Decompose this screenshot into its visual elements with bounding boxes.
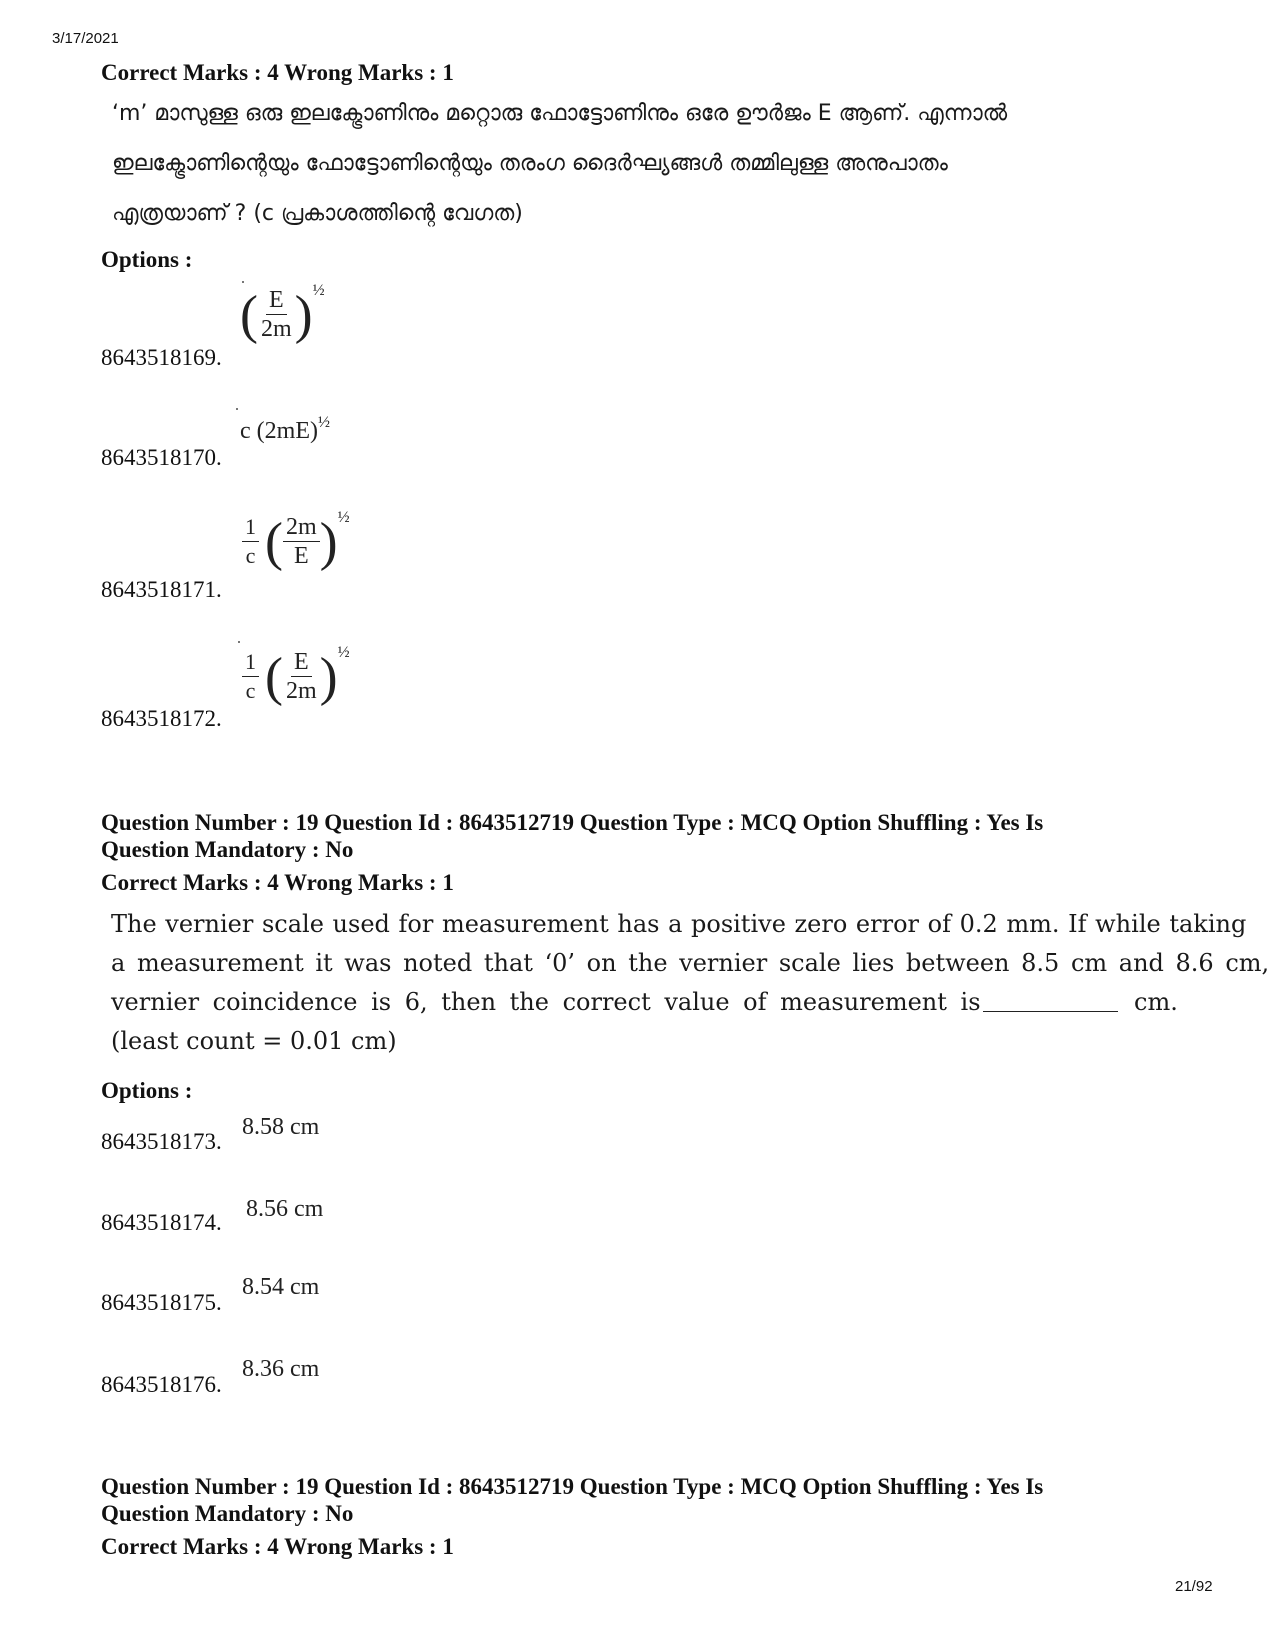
fraction-numerator: E [291, 648, 312, 677]
q19-options-label: Options : [101, 1078, 193, 1103]
answer-blank [983, 993, 1118, 1017]
coef-numerator: 1 [242, 648, 259, 677]
q18-text-line-3: എത്രയാണ് ? (c പ്രകാശത്തിന്റെ വേഗത) [112, 201, 523, 226]
q18-option-1-formula: ( $\frac{E}{2m}$ )$^{\frac{1}{2}}$ [240, 282, 325, 345]
fraction-numerator: 2m [283, 513, 320, 542]
page-number: 21/92 [1175, 1578, 1213, 1595]
fraction-denominator: 2m [260, 316, 292, 342]
q18-marks: Correct Marks : 4 Wrong Marks : 1 [101, 60, 454, 85]
q19-option-id-2: 8643518174. [101, 1210, 222, 1235]
q19-option-value-2: 8.56 cm [246, 1196, 324, 1222]
q18-option-4-formula: $\frac{1}{c}$ ( $\frac{E}{2m}$ )$^{\frac{1}{2}}$ [242, 648, 350, 705]
q18-option-id-3: 8643518171. [101, 577, 222, 602]
exponent: ½ [312, 282, 325, 299]
q19-option-id-4: 8643518176. [101, 1372, 222, 1397]
q19-text-line-3: vernier coincidence is 6, then the correct value of measurement is [111, 988, 981, 1016]
q18-text-line-2: ഇലക്ട്രോണിന്റെയും ഫോട്ടോണിന്റെയും തരംഗ ദൈർഘ്യങ്ങൾ തമ്മിലുള്ള അനുപാതം [112, 151, 948, 176]
q19-option-id-1: 8643518173. [101, 1129, 222, 1154]
q19-option-value-3: 8.54 cm [242, 1274, 320, 1300]
exponent: ½ [317, 414, 330, 431]
q19-text-unit: cm. [1134, 988, 1178, 1016]
fraction-denominator: E [293, 543, 309, 569]
q18-text-line-1: ‘m’ മാസുള്ള ഒരു ഇലക്ട്രോണിനും മറ്റൊരു ഫോട്ടോണിനും ഒരേ ഊർജം E ആണ്. എന്നാൽ [112, 101, 1008, 126]
q18-option-id-2: 8643518170. [101, 445, 222, 470]
q19-option-id-3: 8643518175. [101, 1290, 222, 1315]
exponent: ½ [337, 644, 350, 661]
coef-denominator: c [245, 678, 256, 703]
coef-numerator: 1 [242, 513, 259, 542]
q19-text-line-2: a measurement it was noted that ‘0’ on the vernier scale lies between 8.5 cm and 8.6 cm, [111, 949, 1270, 977]
q19-text-line-1: The vernier scale used for measurement has a positive zero error of 0.2 mm. If while taking [111, 910, 1247, 938]
print-date: 3/17/2021 [52, 30, 119, 47]
q18-option-id-1: 8643518169. [101, 345, 222, 370]
expression: c (2mE) [240, 418, 318, 444]
q19-marks: Correct Marks : 4 Wrong Marks : 1 [101, 870, 454, 895]
q18-option-3-formula: $\frac{1}{c}$ ( $\frac{2m}{E}$ )$^{\frac{1}{2}}$ [242, 513, 350, 570]
exponent: ½ [337, 509, 350, 526]
q19-header-line-2: Question Mandatory : No [101, 837, 354, 862]
q19-header-line-1: Question Number : 19 Question Id : 8643512719 Question Type : MCQ Option Shuffling : Yes Is [101, 810, 1044, 835]
q18-option-id-4: 8643518172. [101, 706, 222, 731]
q19-option-value-1: 8.58 cm [242, 1114, 320, 1140]
q20-header-line-1: Question Number : 19 Question Id : 8643512719 Question Type : MCQ Option Shuffling : Yes Is [101, 1474, 1044, 1499]
fraction-denominator: 2m [285, 678, 317, 704]
q20-header-line-2: Question Mandatory : No [101, 1501, 354, 1526]
q20-marks: Correct Marks : 4 Wrong Marks : 1 [101, 1534, 454, 1559]
q18-option-2-formula [240, 414, 330, 445]
q19-text-line-4: (least count = 0.01 cm) [111, 1027, 397, 1055]
q18-options-label: Options : [101, 247, 193, 272]
coef-denominator: c [245, 543, 256, 568]
fraction-numerator: E [266, 286, 287, 315]
q19-option-value-4: 8.36 cm [242, 1356, 320, 1382]
